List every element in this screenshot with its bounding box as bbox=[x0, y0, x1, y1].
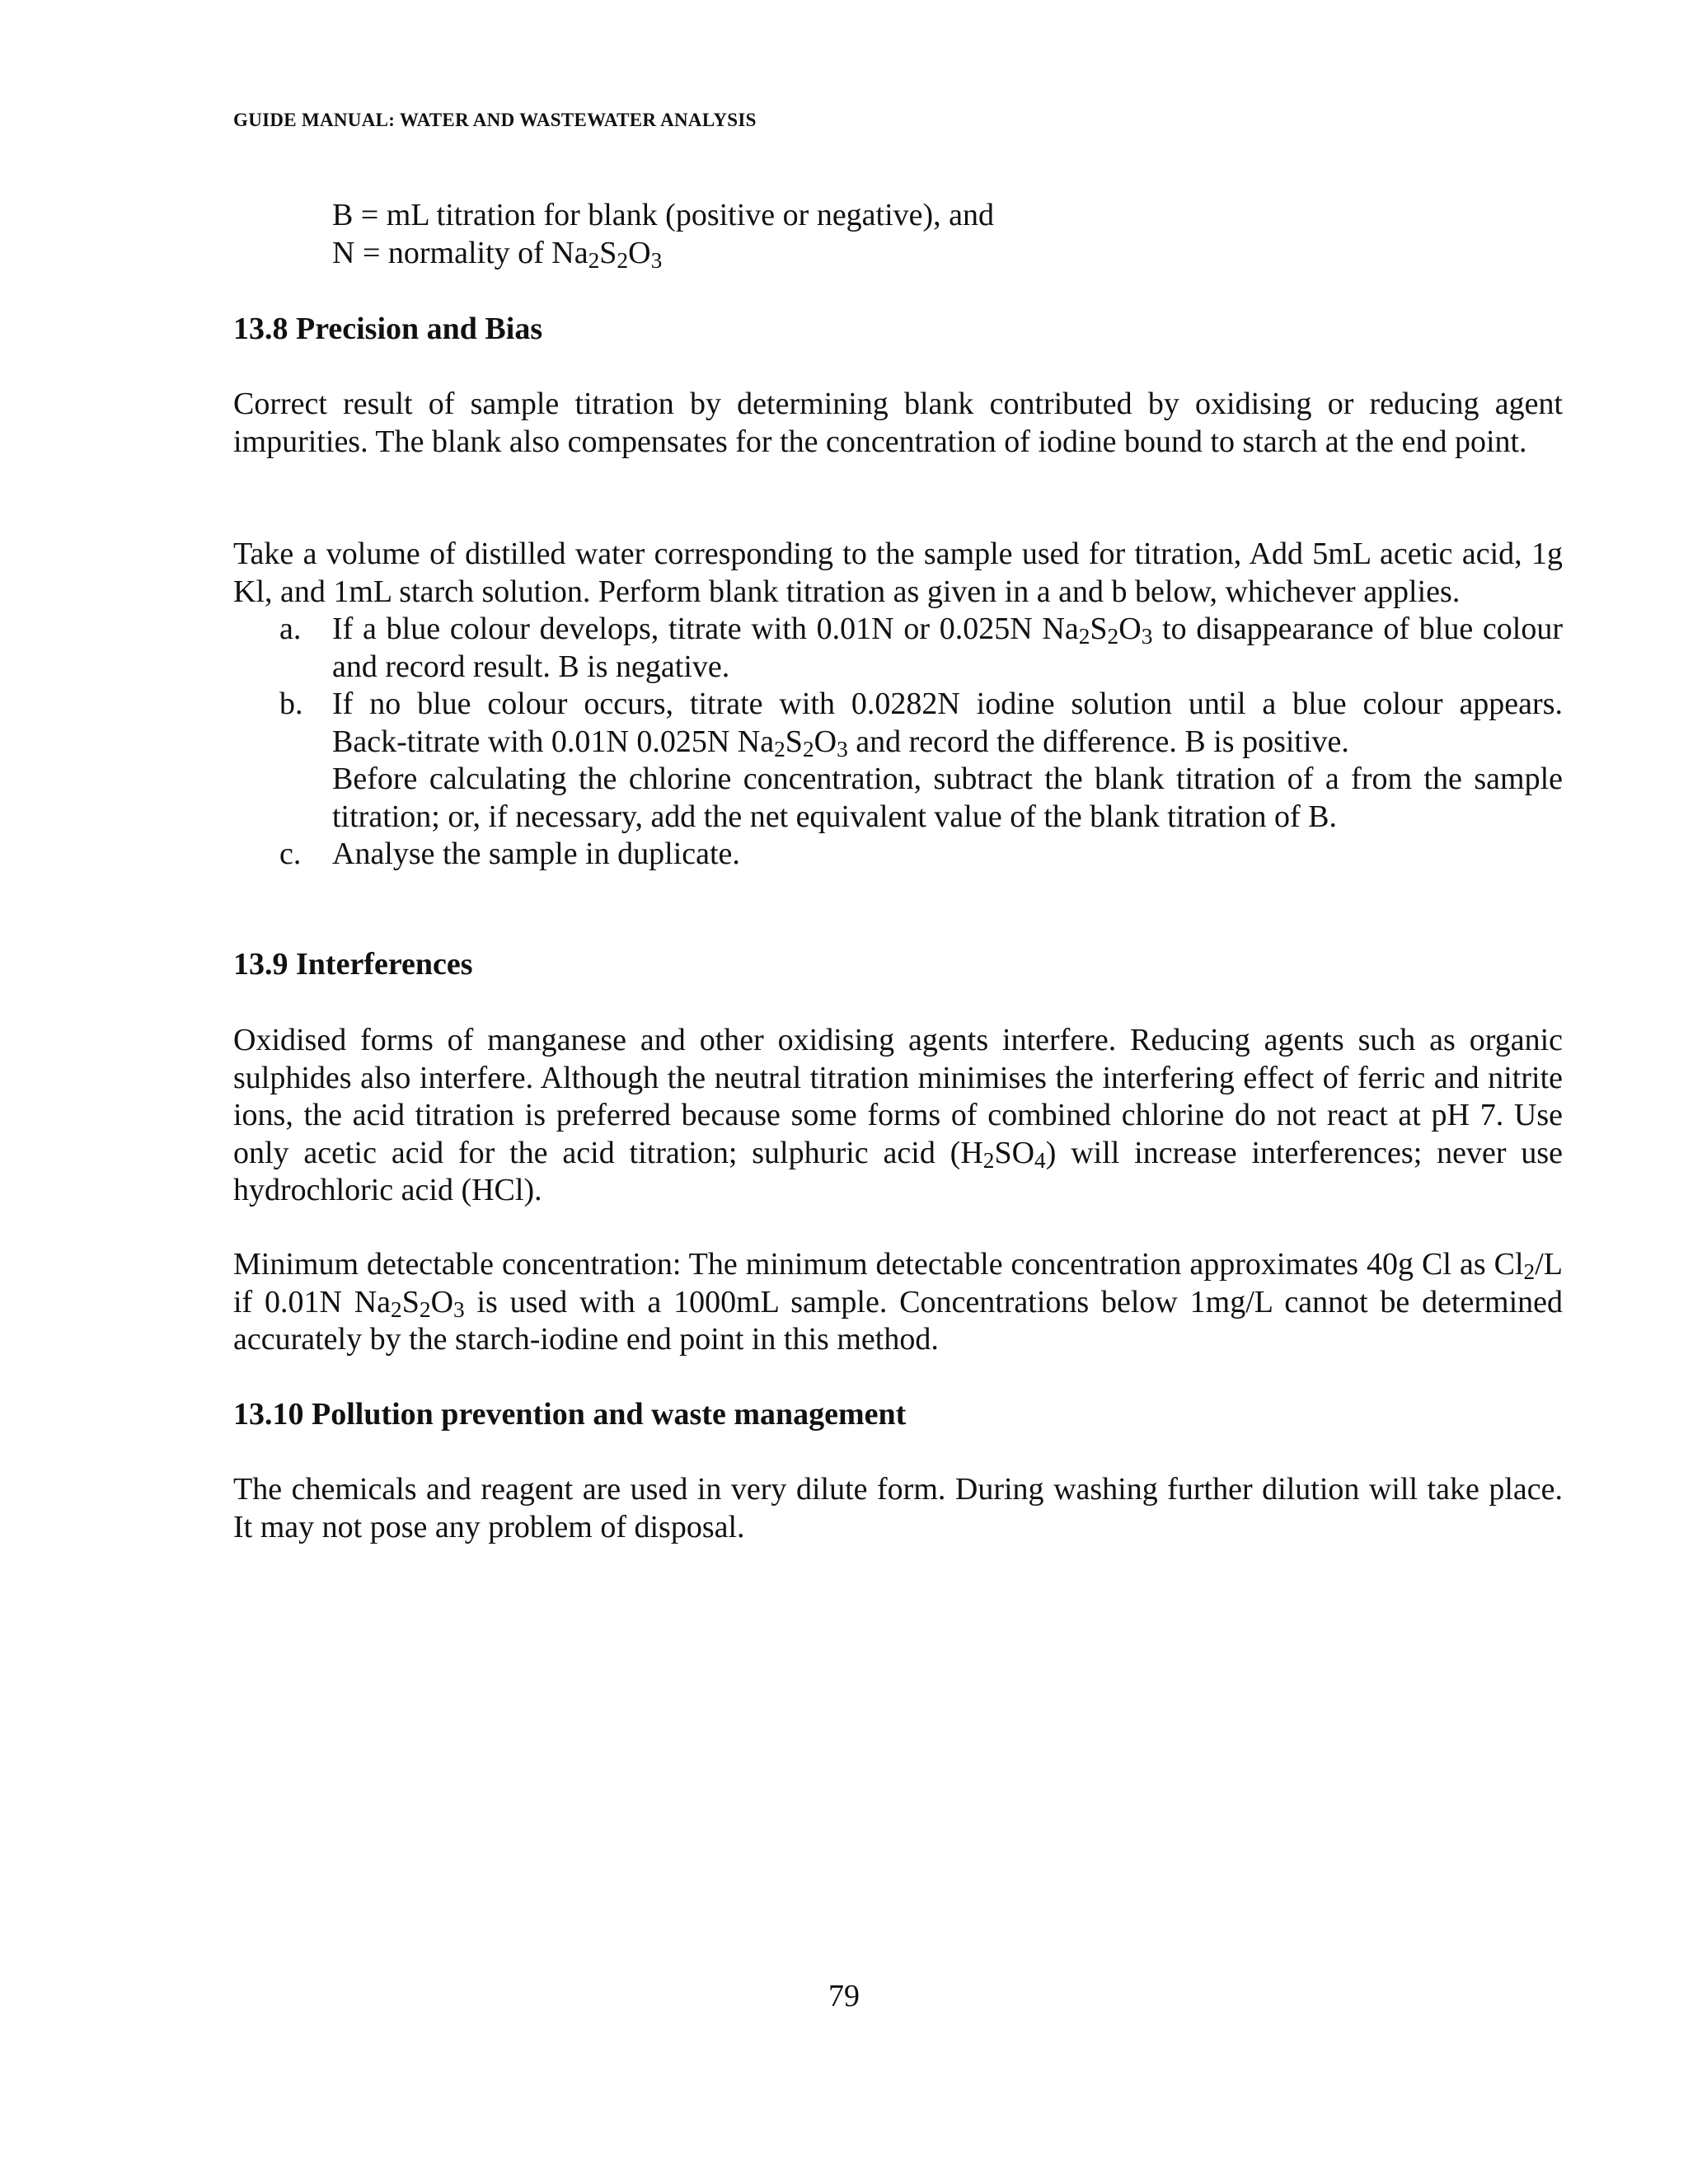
page-number: 79 bbox=[828, 1979, 860, 2013]
list-item-c: c. Analyse the sample in duplicate. bbox=[233, 836, 1563, 874]
paragraph-13-9-1: Oxidised forms of manganese and other oxidising agents interfere. Reducing agents such as organic sulphides also interfere. Although the neutral titration minimises the interfering effect of ferric and nitrite ions, the acid titration is preferred because some forms of combined chlorine do not react at pH 7. Use only acetic acid for the acid titration; sulphuric acid $(H_2SO_4)$ will increase interferences; never use hydrochloric acid (HCl). bbox=[233, 1023, 1563, 1207]
section-heading-13-8: 13.8 Precision and Bias bbox=[233, 312, 543, 346]
section-heading-13-10: 13.10 Pollution prevention and waste management bbox=[233, 1397, 907, 1432]
running-header: GUIDE MANUAL: WATER AND WASTEWATER ANALYSIS bbox=[233, 110, 757, 130]
paragraph-13-9-2: Minimum detectable concentration: The minimum detectable concentration approximates 40g Cl as $Cl_2/L$ if 0.01N $Na_2S_2O_3$ is used with a 1000mL sample. Concentrations below 1mg/L cannot be determined accurately by the starch-iodine end point in this method. bbox=[233, 1247, 1564, 1357]
list-marker-a: a. bbox=[279, 612, 302, 646]
list-item-a: a. If a blue colour develops, titrate with 0.01N or 0.025N $Na_2S_2O_3$ to disappearance of blue colour and record result. B is negative. bbox=[279, 612, 1563, 684]
paragraph-13-10-1: The chemicals and reagent are used in very dilute form. During washing further dilution will take place. It may not pose any problem of disposal. bbox=[233, 1472, 1563, 1544]
blank-titration-list bbox=[233, 611, 1563, 874]
list-item-b: b. If no blue colour occurs, titrate with 0.0282N iodine solution until a blue colour appears. Back-titrate with 0.01N 0.025N $Na_2S_2O_3$ and record the difference. B is positive. Before calculating the chlorine concentration, subtract the blank titration of a from the sample titration; or, if necessary, add the net equivalent value of the blank titration of B. bbox=[279, 687, 1563, 834]
paragraph-13-8-2: Take a volume of distilled water corresponding to the sample used for titration, Add 5mL acetic acid, 1g Kl, and 1mL starch solution. Perform blank titration as given in a and b below, whichever applies. bbox=[233, 537, 1563, 609]
list-marker-c: c. bbox=[279, 837, 302, 871]
section-heading-13-9: 13.9 Interferences bbox=[233, 947, 473, 982]
definition-b: B = mL titration for blank (positive or negative), and bbox=[332, 198, 995, 232]
paragraph-13-8-1: Correct result of sample titration by determining blank contributed by oxidising or reducing agent impurities. The blank also compensates for the concentration of iodine bound to starch at the end point. bbox=[233, 387, 1563, 459]
definition-n: N = normality of $Na_2S_2O_3$ bbox=[332, 235, 663, 273]
list-marker-b: b. bbox=[279, 687, 303, 721]
variable-definitions bbox=[332, 197, 994, 272]
